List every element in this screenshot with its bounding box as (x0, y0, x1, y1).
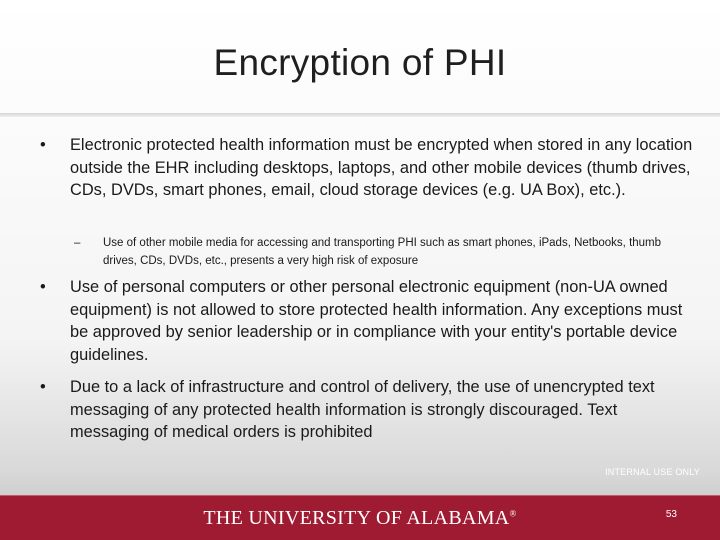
bullet-text: Use of personal computers or other personal electronic equipment (non-UA owned equipment) is not allowed to store protected health information. Any exceptions must be approved by senior leadership or in compliance with your entity's portable device guidelines. (70, 278, 683, 364)
sub-bullet-mobile-media (74, 234, 664, 270)
slide-title: Encryption of PHI (213, 42, 507, 83)
sub-bullet-marker: – (74, 237, 81, 249)
footer-bar (0, 495, 720, 540)
classification-label: INTERNAL USE ONLY (605, 467, 700, 477)
registered-mark: ® (509, 508, 517, 519)
page-number: 53 (665, 509, 677, 520)
bullet-text: Electronic protected health information must be encrypted when stored in any location outside the EHR including desktops, laptops, and other mobile devices (thumb drives, CDs, DVDs, smart phones, email, cloud storage devices (e.g. UA Box), etc.). (70, 136, 693, 200)
sub-bullet-text: Use of other mobile media for accessing and transporting PHI such as smart phones, iPads, Netbooks, thumb drives, CDs, DVDs, etc., presents a very high risk of exposure (103, 237, 662, 267)
bullet-text: Due to a lack of infrastructure and control of delivery, the use of unencrypted text messaging of any protected health information is strongly discouraged. Text messaging of medical orders is prohibited (70, 378, 655, 442)
bullet-item-text-messaging (40, 376, 700, 444)
university-wordmark (0, 507, 720, 530)
bullet-item-personal-equipment (40, 276, 700, 366)
bullet-marker: • (40, 278, 46, 296)
title-divider (0, 113, 720, 117)
footer-rule (0, 495, 720, 496)
bullet-item-encryption (40, 134, 700, 202)
bullet-marker: • (40, 378, 46, 396)
bullet-marker: • (40, 136, 46, 154)
university-name: THE UNIVERSITY OF ALABAMA (203, 507, 510, 529)
